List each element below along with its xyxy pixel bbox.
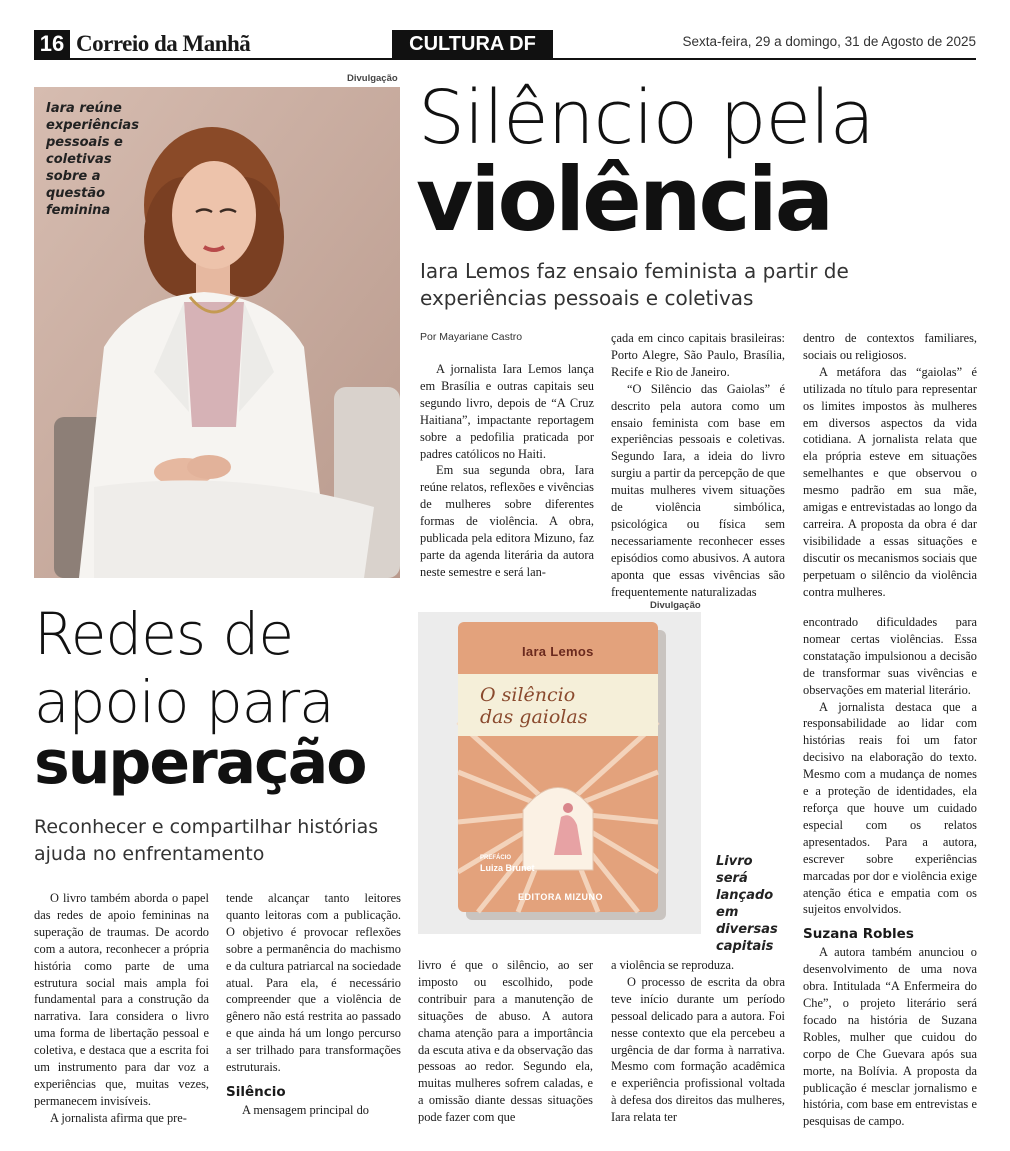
book-credit: Divulgação (650, 600, 701, 611)
headline-2-line2: apoio para (34, 668, 334, 736)
subheadline: Iara Lemos faz ensaio feminista a partir de experiências pessoais e coletivas (420, 259, 849, 310)
second-column-5 (803, 614, 977, 1130)
headline-2-line1: Redes de (34, 600, 294, 668)
book-title-line2: das gaiolas (480, 706, 588, 728)
book-preface-label: PREFÁCIO (480, 855, 512, 861)
paragraph: A jornalista destaca que a responsabilidade ao lidar com histórias reais foi um fator decisivo na elaboração do texto. Mesmo com a mudança de nomes e a proteção de identidades, ela reforça que houve um cuidado especial com os relatos apresentados. Para a autora, escrever sobre experiências marcadas por dor e violência exige atenção ética e empatia com os sujeitos envolvidos. (803, 699, 977, 917)
book-cover-image (418, 612, 701, 934)
paragraph: A mensagem principal do (242, 1102, 369, 1117)
paragraph: A jornalista afirma que pre- (50, 1110, 187, 1125)
main-column-2 (611, 330, 785, 601)
headline-line1: Silêncio pela (418, 75, 874, 161)
paragraph-continued: a violência se reproduza. (611, 958, 735, 972)
headline-2-line3: superação (34, 728, 366, 798)
book-publisher: EDITORA MIZUNO (518, 892, 603, 902)
paragraph: Em sua segunda obra, Iara reúne relatos, reflexões e vivências de mulheres sobre diferentes formas de violência. A obra, publicada pela editora Mizuno, faz parte da agenda literária da autora neste semestre e será lan- (420, 463, 594, 579)
section-tag[interactable]: CULTURA DF (392, 30, 553, 58)
book-preface-author: Luiza Brunet (480, 863, 535, 873)
book-caption: Livro será lançado em diversas capitais (716, 854, 778, 954)
second-column-4 (611, 957, 785, 1126)
photo-credit: Divulgação (347, 73, 398, 84)
subhead-silencio: Silêncio (226, 1083, 286, 1100)
subhead-suzana: Suzana Robles (803, 926, 914, 943)
paragraph-continued: tende alcançar tanto leitores quanto leitoras com a publicação. O objetivo é provocar reflexões sobre a permanência do machismo e da cultura patriarcal na sociedade atual. Para ela, é necessário compreender que a violência de gênero não está restrita ao passado e que ainda há um longo percurso a ser trilhado para transformações estruturais. (226, 891, 401, 1075)
masthead[interactable]: Correio da Manhã (76, 31, 251, 56)
paragraph-continued: çada em cinco capitais brasileiras: Porto Alegre, São Paulo, Brasília, Recife e Rio de Janeiro. (611, 331, 785, 379)
paragraph-continued: livro é que o silêncio, ao ser imposto ou escolhido, pode contribuir para a manutenção de situações de abuso. A autora chama atenção para a importância da escuta ativa e da observação das pessoas ao redor. Segundo ela, muitas mulheres sofrem caladas, e a omissão diante dessas situações pode fazer com que (418, 958, 593, 1125)
edition-date: Sexta-feira, 29 a domingo, 31 de Agosto de 2025 (682, 34, 976, 49)
byline: Por Mayariane Castro (420, 331, 523, 343)
headline-line2: violência (416, 148, 832, 251)
subheadline-2: Reconhecer e compartilhar histórias ajuda no enfrentamento (34, 816, 379, 865)
book-author: Iara Lemos (522, 644, 594, 659)
paragraph-continued: encontrado dificuldades para nomear certas violências. Essa constatação impulsionou a decisão de transformar suas vivências e observações em material literário. (803, 615, 977, 697)
second-column-3 (418, 957, 593, 1126)
page-number: 16 (34, 30, 70, 58)
main-column-3 (803, 330, 977, 601)
paragraph: O livro também aborda o papel das redes de apoio femininas na superação de traumas. De acordo com a autora, reconhecer a própria história como parte de uma estrutura social mais ampla foi fundamental para a construção da narrativa. Iara considera o livro uma forma de libertação pessoal e coletiva, e destaca que a escrita foi um instrumento para dar voz a experiências que, muitas vezes, permanecem invisíveis. (34, 891, 209, 1108)
paragraph-continued: dentro de contextos familiares, sociais ou religiosos. (803, 331, 977, 362)
photo-caption: Iara reúne experiências pessoais e coletivas sobre a questão feminina (46, 101, 139, 218)
second-column-2 (226, 890, 401, 1119)
paragraph: O processo de escrita da obra teve início durante um período pessoal delicado para a autora. Foi nesse contexto que ela percebeu a urgência de dar forma à narrativa. Mesmo com formação acadêmica e experiência profissional voltada à defesa dos direitos das mulheres, Iara relata ter (611, 974, 785, 1125)
paragraph: “O Silêncio das Gaiolas” é descrito pela autora como um ensaio feminista com base em experiências pessoais e coletivas. Segundo Iara, a ideia do livro surgiu a partir da percepção de que muitas mulheres vivem situações de violência simbólica, psicológica ou física sem necessariamente reconhecer esses episódios como abusivos. A autora aponta que essas vivências são frequentemente naturalizadas (611, 381, 785, 599)
book-title-line1: O silêncio (480, 684, 576, 706)
paragraph: A autora também anunciou o desenvolvimento de uma nova obra. Intitulada “A Enfermeira do Che”, o projeto literário será focado na história de Suzana Robles, mulher que cuidou do corpo de Che Guevara após sua morte, na Bolívia. A proposta da publicação é mesclar jornalismo e história, com base em entrevistas e pesquisas de campo. (803, 945, 977, 1129)
second-column-1 (34, 890, 209, 1127)
main-column-1 (420, 361, 594, 581)
paragraph: A metáfora das “gaiolas” é utilizada no título para representar os limites impostos às mulheres em diversos aspectos da vida cotidiana. A jornalista relata que ela própria esteve em situações semelhantes e que observou o mesmo padrão em sua mãe, amigas e entrevistadas ao longo da carreira. A proposta da obra é dar visibilidade a essas situações e discutir os mecanismos sociais que perpetuam o silêncio da violência contra mulheres. (803, 364, 977, 599)
header-rule (34, 58, 976, 60)
paragraph: A jornalista Iara Lemos lança em Brasília e outras capitais seu segundo livro, depois de “A Cruz Haitiana”, impactante reportagem sobre a pedofilia praticada por padres católicos no Haiti. (420, 362, 594, 461)
